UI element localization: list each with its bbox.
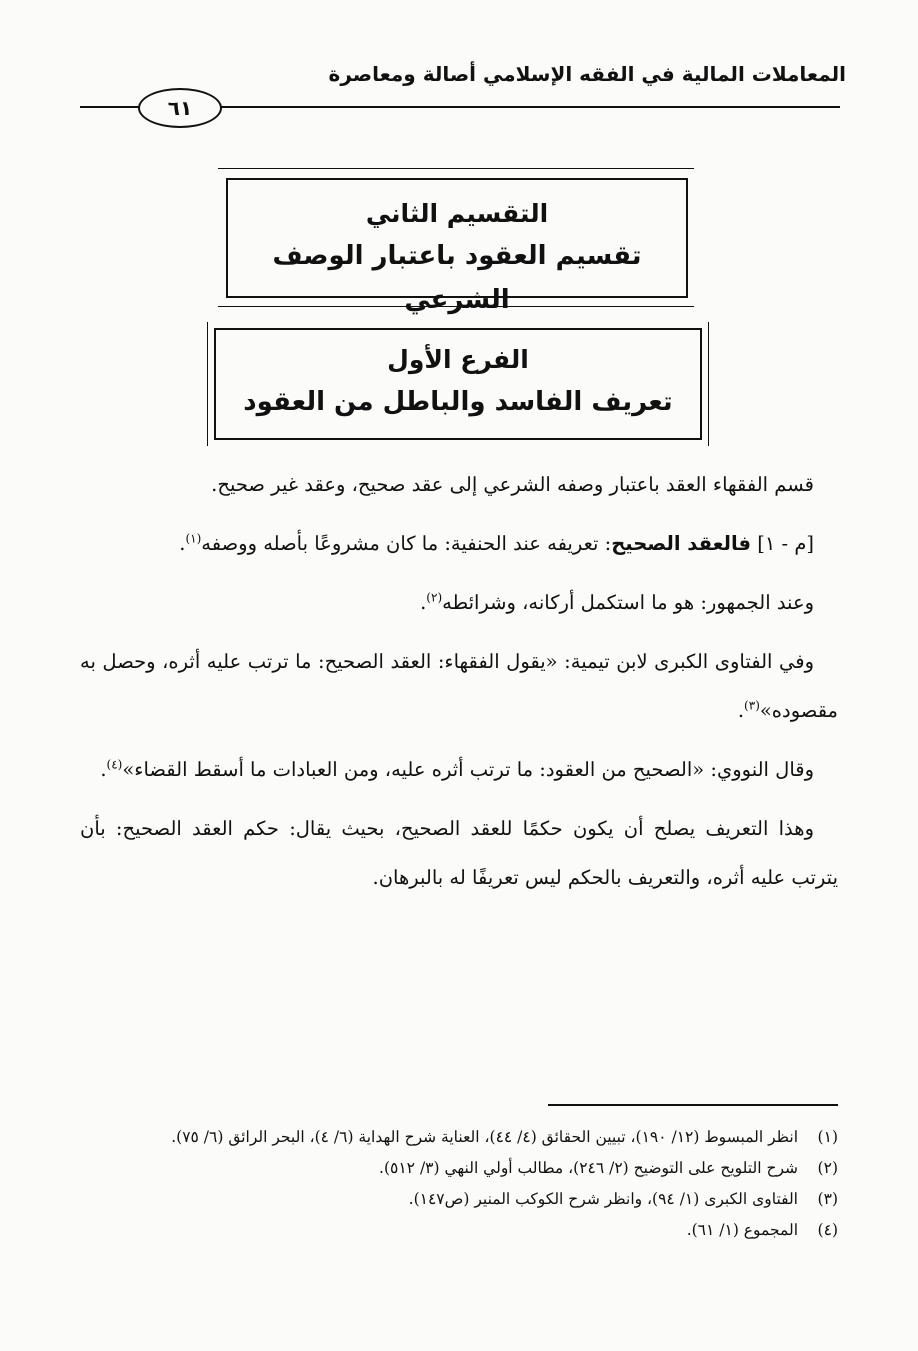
paragraph-5-end: . [100, 758, 107, 781]
paragraph-3 [80, 578, 838, 627]
paragraph-2 [80, 519, 838, 568]
footnote-1 [78, 1122, 838, 1153]
footnote-2 [78, 1153, 838, 1184]
footnote-4 [78, 1215, 838, 1246]
paragraph-2-end: . [179, 532, 186, 555]
paragraph-4-text: وفي الفتاوى الكبرى لابن تيمية: «يقول الفقهاء: العقد الصحيح: ما ترتب عليه أثره، وحصل به مقصوده» [80, 650, 838, 722]
paragraph-6-text: وهذا التعريف يصلح أن يكون حكمًا للعقد الصحيح، بحيث يقال: حكم العقد الصحيح: بأن يترتب عليه أثره، والتعريف بالحكم ليس تعريفًا له بالبرهان. [80, 817, 838, 889]
footnote-number: (١) [817, 1128, 838, 1146]
paragraph-5-text: وقال النووي: «الصحيح من العقود: ما ترتب أثره عليه، ومن العبادات ما أسقط القضاء» [122, 758, 814, 781]
paragraph-1-text: قسم الفقهاء العقد باعتبار وصفه الشرعي إلى عقد صحيح، وعقد غير صحيح. [211, 473, 814, 496]
subsection-heading-box [214, 328, 702, 440]
footnote-text: انظر المبسوط (١٢/ ١٩٠)، تبيين الحقائق (٤/ ٤٤)، العناية شرح الهداية (٦/ ٤)، البحر الرائق (٦/ ٧٥). [171, 1128, 798, 1146]
paragraph-4 [80, 637, 838, 735]
section-heading-box [226, 178, 688, 315]
paragraph-4-end: . [737, 699, 745, 722]
paragraph-1 [80, 460, 838, 509]
paragraph-3-text: وعند الجمهور: هو ما استكمل أركانه، وشرائطه [442, 591, 814, 614]
footnote-text: شرح التلويح على التوضيح (٢/ ٢٤٦)، مطالب أولي النهي (٣/ ٥١٢). [379, 1159, 798, 1177]
paragraph-2-text: : تعريفه عند الحنفية: ما كان مشروعًا بأصله ووصفه [201, 532, 612, 555]
paragraph-6 [80, 804, 838, 902]
paragraph-3-end: . [420, 591, 427, 614]
subsection-heading-title: تعريف الفاسد والباطل من العقود [243, 387, 673, 417]
footnote-3 [78, 1184, 838, 1215]
paragraph-marker: [م - ١] [751, 532, 814, 555]
footnote-ref-2[interactable]: (٢) [426, 590, 443, 605]
footnote-number: (٤) [817, 1221, 838, 1239]
page-number: ٦١ [138, 88, 222, 128]
footnote-ref-1[interactable]: (١) [185, 531, 202, 546]
footnote-number: (٣) [817, 1190, 838, 1208]
body-text [80, 460, 838, 912]
footnote-number: (٢) [817, 1159, 838, 1177]
footnote-ref-3[interactable]: (٣) [744, 698, 760, 713]
section-heading-label: التقسيم الثاني [365, 199, 549, 228]
running-header: المعاملات المالية في الفقه الإسلامي أصالة ومعاصرة [328, 62, 846, 86]
footnote-text: المجموع (١/ ٦١). [686, 1221, 798, 1239]
paragraph-5 [80, 745, 838, 794]
section-heading-title: تقسيم العقود باعتبار الوصف الشرعي [272, 241, 642, 315]
footnote-ref-4[interactable]: (٤) [106, 757, 123, 772]
footnotes [78, 1122, 838, 1246]
footnote-text: الفتاوى الكبرى (١/ ٩٤)، وانظر شرح الكوكب المنير (ص١٤٧). [408, 1190, 798, 1208]
term-bold: فالعقد الصحيح [611, 532, 752, 555]
section-box-top-rule [218, 168, 694, 169]
footnote-rule [548, 1104, 838, 1106]
subsection-box-left-rule [207, 322, 208, 446]
subsection-heading-label: الفرع الأول [387, 345, 529, 374]
subsection-box-right-rule [708, 322, 709, 446]
